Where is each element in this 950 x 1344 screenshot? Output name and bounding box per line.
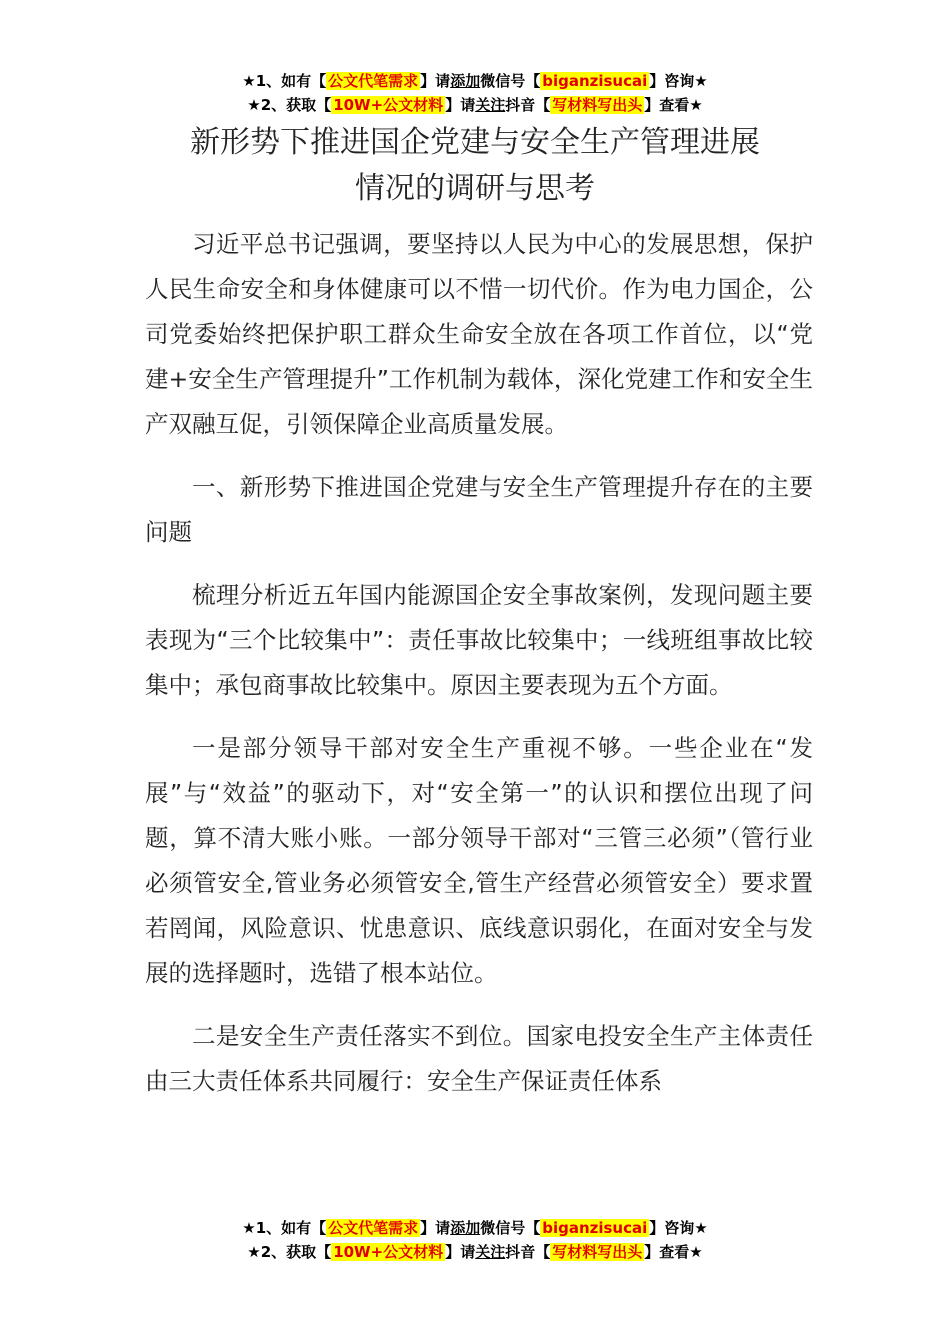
title-line-2: 情况的调研与思考 — [355, 171, 595, 206]
promo-highlight: 10W+公文材料 — [333, 96, 444, 114]
promo-highlight: 10W+公文材料 — [333, 1243, 444, 1261]
promo-text: 】请 — [420, 72, 451, 90]
promo-text: 微信号【 — [480, 1219, 541, 1237]
promo-line-1 — [0, 69, 950, 93]
promo-line-2 — [0, 93, 950, 117]
promo-underlined: 关注 — [475, 96, 506, 114]
promo-highlight: 写材料写出头 — [552, 1243, 643, 1261]
paragraph-analysis: 梳理分析近五年国内能源国企安全事故案例，发现问题主要表现为“三个比较集中”：责任事故比较集中；一线班组事故比较集中；承包商事故比较集中。原因主要表现为五个方面。 — [145, 581, 813, 699]
title-line-1: 新形势下推进国企党建与安全生产管理进展 — [190, 125, 760, 160]
paragraph-point-1: 一是部分领导干部对安全生产重视不够。一些企业在“发展”与“效益”的驱动下，对“安全第一”的认识和摆位出现了问题，算不清大账小账。一部分领导干部对“三管三必须”（管行业必须管安全,管业务必须管安全,管生产经营必须管安全）要求置若罔闻，风险意识、忧患意识、底线意识弱化，在面对安全与发展的选择题时，选错了根本站位。 — [145, 734, 813, 987]
promo-text: 】查看★ — [644, 1243, 703, 1261]
paragraph-point-2: 二是安全生产责任落实不到位。国家电投安全生产主体责任由三大责任体系共同履行：安全生产保证责任体系 — [145, 1022, 813, 1095]
promo-text: 抖音【 — [505, 1243, 551, 1261]
bottom-promo-banner — [0, 1216, 950, 1264]
promo-text: ★2、获取【 — [247, 96, 332, 114]
promo-text: ★1、如有【 — [242, 1219, 327, 1237]
promo-underlined: 关注 — [475, 1243, 506, 1261]
document-title — [0, 120, 950, 212]
promo-text: 】请 — [445, 1243, 476, 1261]
promo-text: 】查看★ — [644, 96, 703, 114]
promo-text: 】咨询★ — [649, 1219, 708, 1237]
document-body — [145, 222, 813, 1122]
promo-text: ★1、如有【 — [242, 72, 327, 90]
section-heading-1: 一、新形势下推进国企党建与安全生产管理提升存在的主要问题 — [145, 473, 813, 546]
promo-text: 】请 — [420, 1219, 451, 1237]
top-promo-banner — [0, 69, 950, 117]
promo-highlight: 公文代笔需求 — [328, 1219, 419, 1237]
promo-underlined: 添加 — [450, 72, 481, 90]
promo-text: 微信号【 — [480, 72, 541, 90]
promo-underlined: 添加 — [450, 1219, 481, 1237]
promo-text: 】咨询★ — [649, 72, 708, 90]
promo-highlight: biganzisucai — [542, 72, 648, 90]
promo-text: 抖音【 — [505, 96, 551, 114]
promo-highlight: 公文代笔需求 — [328, 72, 419, 90]
promo-text: 】请 — [445, 96, 476, 114]
paragraph-intro: 习近平总书记强调，要坚持以人民为中心的发展思想，保护人民生命安全和身体健康可以不惜一切代价。作为电力国企，公司党委始终把保护职工群众生命安全放在各项工作首位，以“党建+安全生产管理提升”工作机制为载体，深化党建工作和安全生产双融互促，引领保障企业高质量发展。 — [145, 230, 813, 438]
promo-highlight: biganzisucai — [542, 1219, 648, 1237]
promo-text: ★2、获取【 — [247, 1243, 332, 1261]
promo-highlight: 写材料写出头 — [552, 96, 643, 114]
promo-line-2 — [0, 1240, 950, 1264]
promo-line-1 — [0, 1216, 950, 1240]
